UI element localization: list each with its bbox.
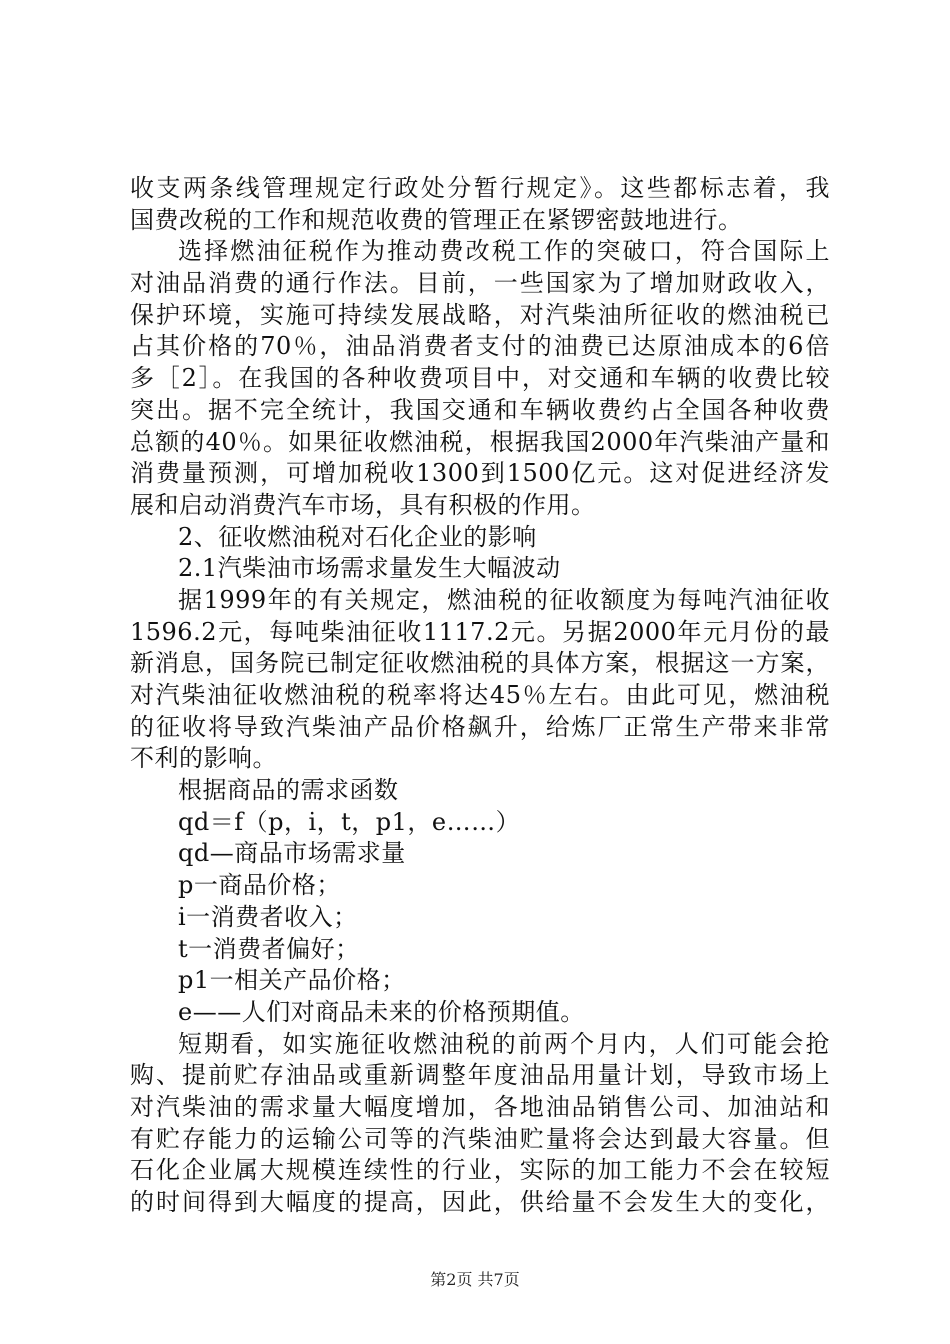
text-line: 据1999年的有关规定，燃油税的征收额度为每吨汽油征收 [178, 585, 830, 614]
text-line: 消费量预测，可增加税收1300到1500亿元。这对促进经济发 [130, 459, 830, 488]
text-line: 1596.2元，每吨柴油征收1117.2元。另据2000年元月份的最 [130, 617, 830, 646]
text-line: 收支两条线管理规定行政处分暂行规定》。这些都标志着，我 [130, 174, 830, 202]
text-line: 国费改税的工作和规范收费的管理正在紧锣密鼓地进行。 [130, 205, 743, 234]
text-line: i一消费者收入； [178, 902, 358, 931]
text-line: 的征收将导致汽柴油产品价格飙升，给炼厂正常生产带来非常 [130, 712, 830, 741]
text-line: 对汽柴油的需求量大幅度增加，各地油品销售公司、加油站和 [130, 1092, 830, 1121]
text-line: 保护环境，实施可持续发展战略，对汽柴油所征收的燃油税已 [130, 300, 830, 329]
text-line: 占其价格的70％，油品消费者支付的油费已达原油成本的6倍 [130, 332, 830, 361]
text-line: 新消息，国务院已制定征收燃油税的具体方案，根据这一方案， [130, 649, 830, 678]
text-line: 多［2］。在我国的各种收费项目中，对交通和车辆的收费比较 [130, 364, 830, 393]
text-line: 对油品消费的通行作法。目前，一些国家为了增加财政收入， [130, 269, 830, 298]
text-line: 选择燃油征税作为推动费改税工作的突破口，符合国际上 [178, 237, 830, 266]
text-line: 对汽柴油征收燃油税的税率将达45％左右。由此可见，燃油税 [130, 681, 830, 709]
text-line: p1一相关产品价格； [178, 966, 406, 995]
text-line: 根据商品的需求函数 [178, 776, 399, 805]
text-line: 不利的影响。 [130, 744, 277, 773]
page-footer: 第2页 共7页 [430, 1270, 520, 1289]
text-line: 的时间得到大幅度的提高，因此，供给量不会发生大的变化， [130, 1188, 830, 1216]
text-line: 短期看，如实施征收燃油税的前两个月内，人们可能会抢 [178, 1029, 830, 1058]
text-line: 有贮存能力的运输公司等的汽柴油贮量将会达到最大容量。但 [130, 1124, 830, 1153]
text-line: 2.1汽柴油市场需求量发生大幅波动 [178, 554, 561, 583]
text-line: 突出。据不完全统计，我国交通和车辆收费约占全国各种收费 [130, 395, 830, 424]
text-line: e——人们对商品未来的价格预期值。 [178, 997, 585, 1026]
text-line: 购、提前贮存油品或重新调整年度油品用量计划，导致市场上 [130, 1061, 830, 1090]
text-line: 展和启动消费汽车市场，具有积极的作用。 [130, 490, 596, 519]
text-line: qd—商品市场需求量 [178, 839, 406, 868]
text-line: 2、征收燃油税对石化企业的影响 [178, 522, 537, 551]
text-line: p一商品价格； [178, 871, 341, 900]
text-line: t一消费者偏好； [178, 934, 360, 963]
text-line: 总额的40％。如果征收燃油税，根据我国2000年汽柴油产量和 [130, 427, 830, 456]
document-body [130, 173, 830, 1219]
text-line: 石化企业属大规模连续性的行业，实际的加工能力不会在较短 [130, 1156, 830, 1185]
text-line: qd＝f（p，i，t，p1，e……） [178, 807, 521, 836]
